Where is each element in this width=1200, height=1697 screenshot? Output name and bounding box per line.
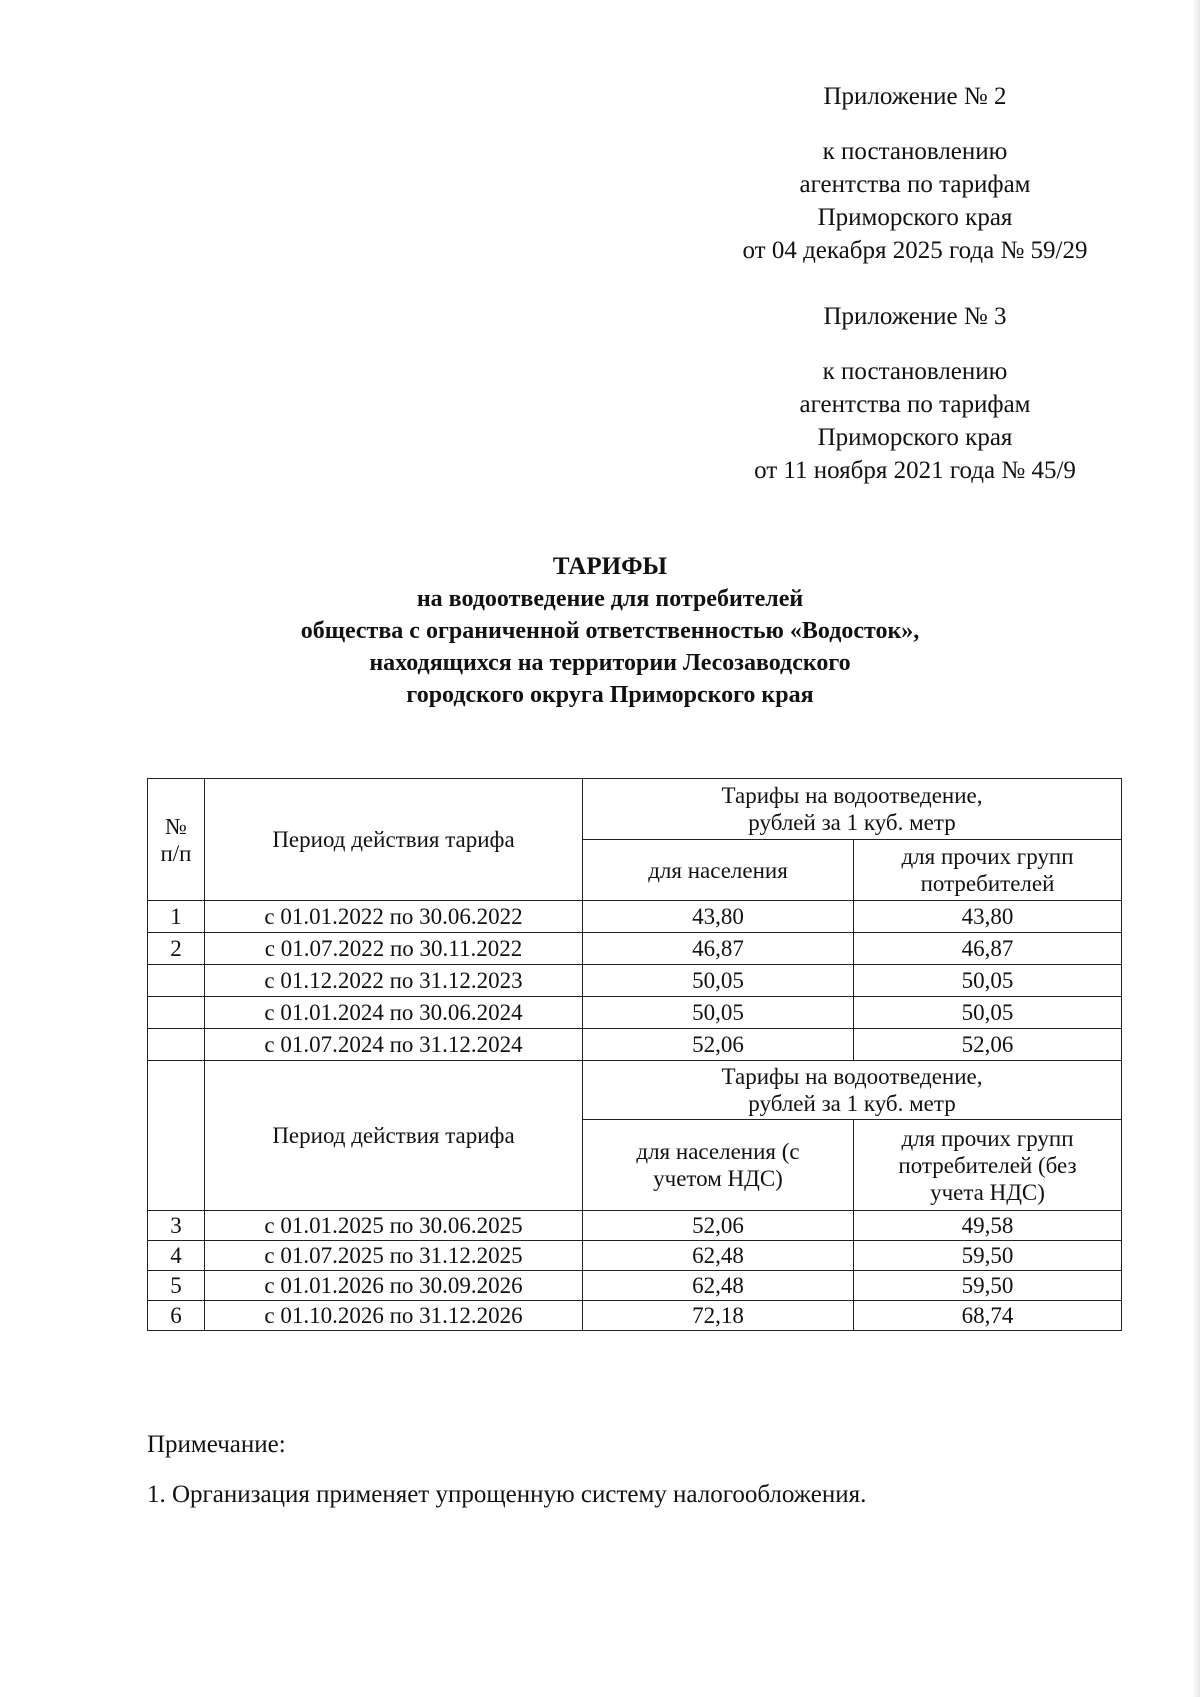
header-tariffs	[583, 1061, 1122, 1120]
table-row	[148, 1301, 1122, 1331]
table-row	[148, 901, 1122, 933]
cell-others: 68,74	[854, 1301, 1122, 1331]
cell-population: 43,80	[583, 901, 854, 933]
cell-number: 3	[148, 1211, 205, 1241]
header-period: Период действия тарифа	[205, 1061, 583, 1211]
appendix-3-header	[700, 300, 1130, 487]
document-subtitle-line: общества с ограниченной ответственностью «Водосток»,	[300, 618, 920, 644]
table-row	[148, 1271, 1122, 1301]
header-others-line: потребителей (без	[898, 1152, 1077, 1178]
header-number-empty	[148, 1061, 205, 1211]
cell-others: 50,05	[854, 965, 1122, 997]
header-others-line: потребителей	[920, 871, 1055, 896]
appendix-2-line: к постановлению	[822, 138, 1008, 165]
cell-others: 52,06	[854, 1029, 1122, 1061]
appendix-3-line: от 11 ноября 2021 года № 45/9	[754, 457, 1076, 484]
cell-number: 5	[148, 1271, 205, 1301]
cell-period: с 01.01.2024 по 30.06.2024	[205, 997, 583, 1029]
cell-period: с 01.07.2025 по 31.12.2025	[205, 1241, 583, 1271]
cell-number: 1	[148, 901, 205, 933]
header-others	[854, 1120, 1122, 1211]
header-population: для населения	[583, 840, 854, 901]
cell-population: 52,06	[583, 1029, 854, 1061]
cell-population: 72,18	[583, 1301, 854, 1331]
document-subtitle-line: городского округа Приморского края	[406, 682, 814, 708]
document-title: ТАРИФЫ	[552, 553, 668, 580]
cell-others: 43,80	[854, 901, 1122, 933]
cell-period: с 01.12.2022 по 31.12.2023	[205, 965, 583, 997]
header-tariffs-line: Тарифы на водоотведение,	[721, 1064, 983, 1089]
cell-population: 50,05	[583, 997, 854, 1029]
appendix-3-line: Приморского края	[817, 424, 1013, 451]
cell-number	[148, 965, 205, 997]
appendix-2-line: Приморского края	[817, 204, 1013, 231]
table-row	[148, 1211, 1122, 1241]
header-period: Период действия тарифа	[205, 779, 583, 901]
cell-population: 52,06	[583, 1211, 854, 1241]
cell-number	[148, 997, 205, 1029]
cell-period: с 01.01.2025 по 30.06.2025	[205, 1211, 583, 1241]
table-row	[148, 997, 1122, 1029]
cell-number	[148, 1029, 205, 1061]
cell-others: 59,50	[854, 1241, 1122, 1271]
appendix-2-line: от 04 декабря 2025 года № 59/29	[742, 237, 1088, 264]
table-row	[148, 1029, 1122, 1061]
appendix-2-title: Приложение № 2	[823, 83, 1007, 110]
cell-population: 62,48	[583, 1241, 854, 1271]
appendix-3-line: агентства по тарифам	[799, 391, 1031, 418]
table-row	[148, 1241, 1122, 1271]
cell-period: с 01.10.2026 по 31.12.2026	[205, 1301, 583, 1331]
header-number-line: п/п	[160, 840, 192, 866]
appendix-2-line: агентства по тарифам	[799, 171, 1031, 198]
header-population-line: учетом НДС)	[653, 1166, 783, 1191]
header-tariffs-line: рублей за 1 куб. метр	[748, 1091, 956, 1116]
note-item: 1. Организация применяет упрощенную систему налогообложения.	[147, 1481, 867, 1508]
cell-others: 50,05	[854, 997, 1122, 1029]
cell-period: с 01.01.2022 по 30.06.2022	[205, 901, 583, 933]
document-subtitle-line: находящихся на территории Лесозаводского	[369, 650, 851, 676]
note-title: Примечание:	[147, 1431, 286, 1458]
appendix-3-title: Приложение № 3	[823, 303, 1007, 330]
header-number	[148, 779, 205, 901]
cell-number: 2	[148, 933, 205, 965]
header-others-line: для прочих групп	[901, 1125, 1074, 1151]
table-row	[148, 933, 1122, 965]
tariffs-table	[147, 778, 1122, 1331]
document-heading	[130, 551, 1090, 711]
appendix-2-header	[700, 80, 1130, 267]
table-row	[148, 965, 1122, 997]
header-others-line: учета НДС)	[930, 1179, 1045, 1205]
cell-population: 50,05	[583, 965, 854, 997]
header-others	[854, 840, 1122, 901]
cell-number: 4	[148, 1241, 205, 1271]
cell-period: с 01.01.2026 по 30.09.2026	[205, 1271, 583, 1301]
cell-period: с 01.07.2024 по 31.12.2024	[205, 1029, 583, 1061]
header-tariffs-line: Тарифы на водоотведение,	[721, 783, 983, 808]
cell-period: с 01.07.2022 по 30.11.2022	[205, 933, 583, 965]
cell-population: 46,87	[583, 933, 854, 965]
table-header-row	[148, 1061, 1122, 1120]
document-subtitle-line: на водоотведение для потребителей	[416, 586, 804, 612]
cell-number: 6	[148, 1301, 205, 1331]
header-number-line: №	[165, 813, 187, 839]
header-tariffs-line: рублей за 1 куб. метр	[748, 810, 956, 835]
header-others-line: для прочих групп	[901, 844, 1074, 869]
header-tariffs	[583, 779, 1122, 840]
cell-others: 59,50	[854, 1271, 1122, 1301]
appendix-3-line: к постановлению	[822, 358, 1008, 385]
table-header-row	[148, 779, 1122, 840]
scan-edge-shadow	[1192, 0, 1200, 1697]
cell-population: 62,48	[583, 1271, 854, 1301]
cell-others: 49,58	[854, 1211, 1122, 1241]
header-population-line: для населения (с	[636, 1139, 800, 1164]
cell-others: 46,87	[854, 933, 1122, 965]
header-population	[583, 1120, 854, 1211]
